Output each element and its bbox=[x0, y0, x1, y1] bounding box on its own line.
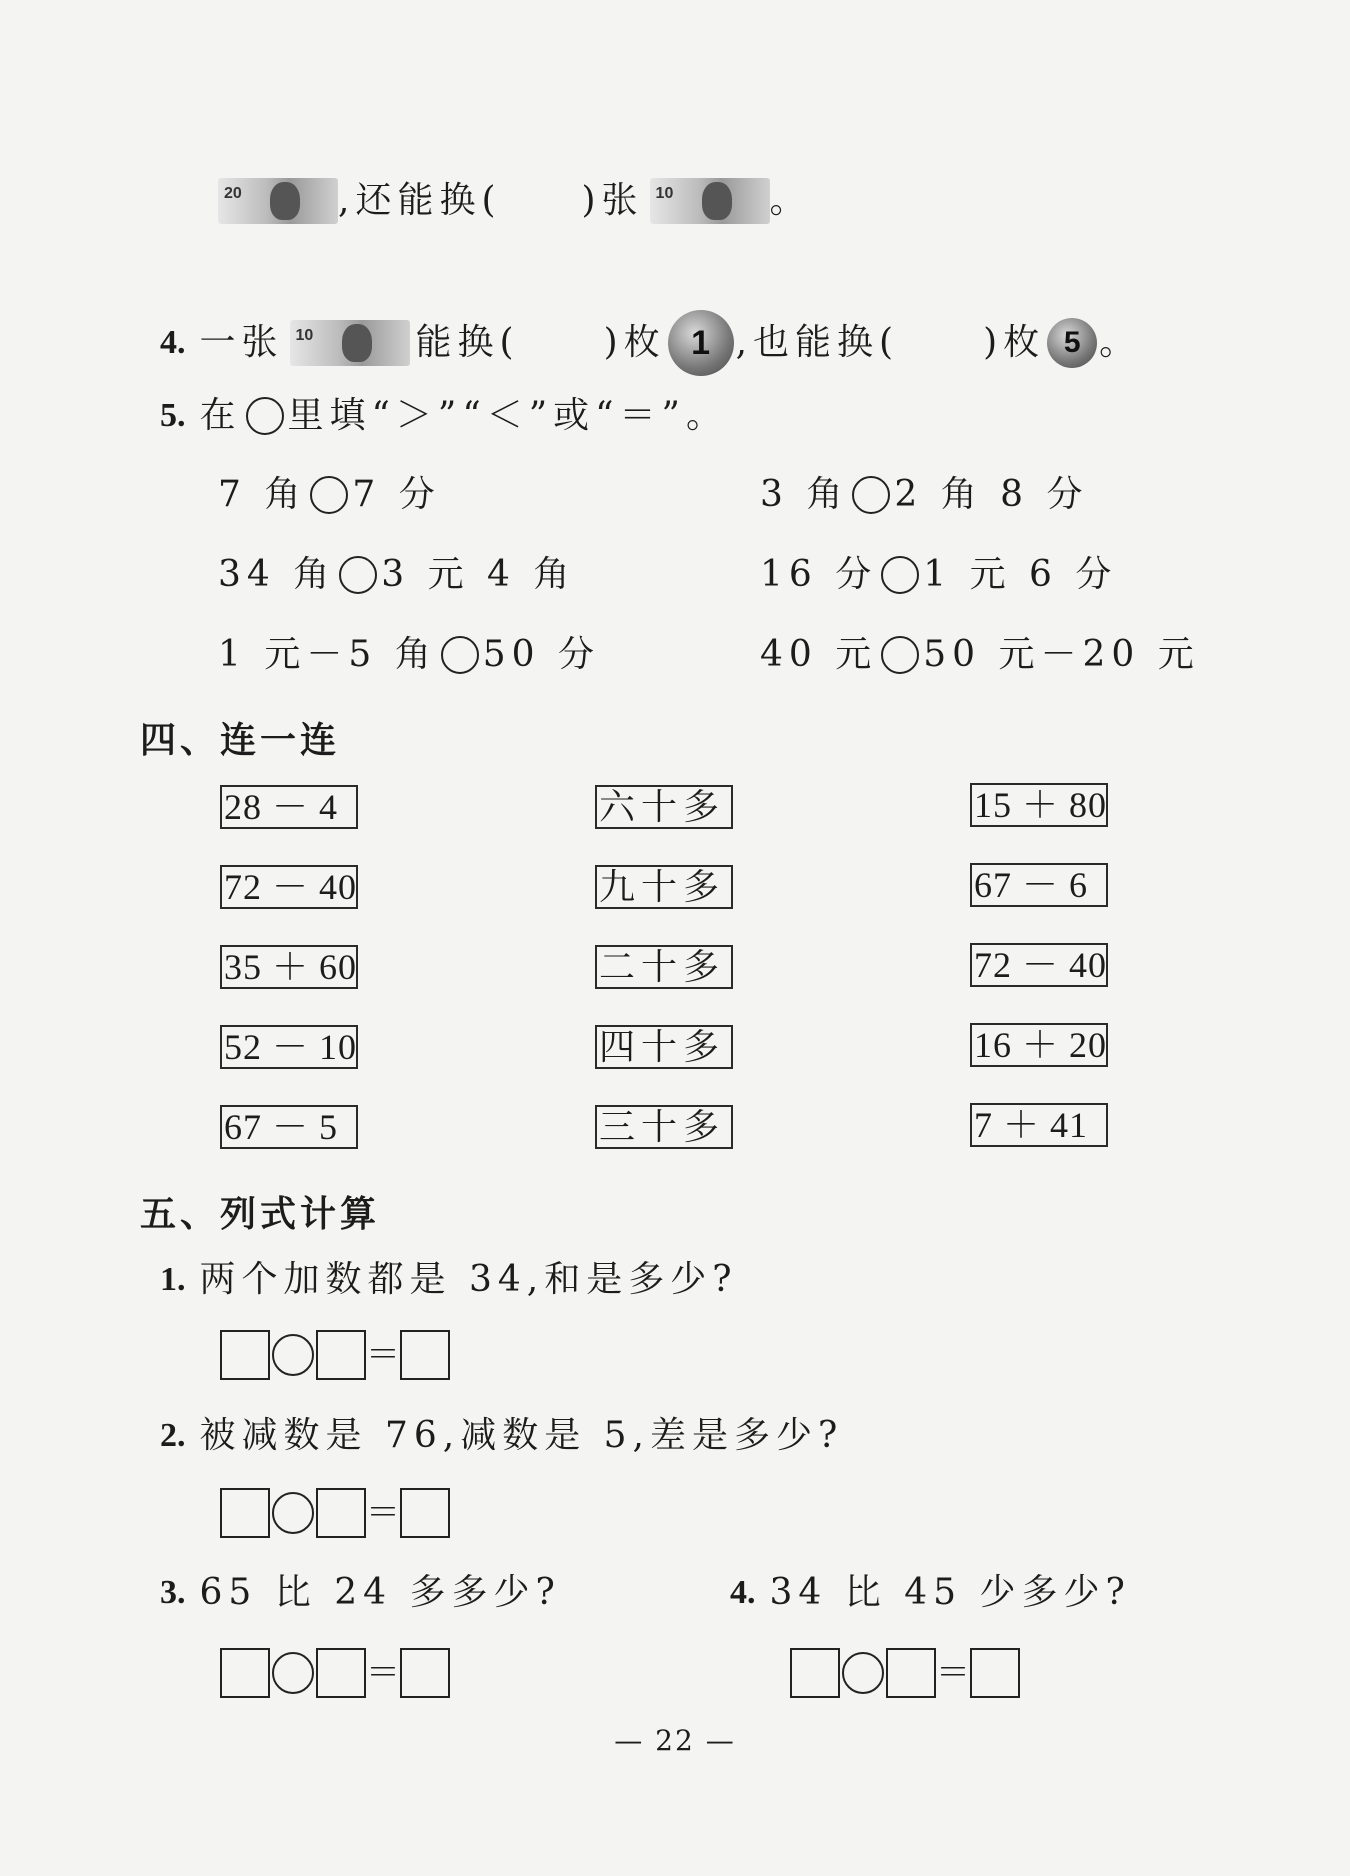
equation-3: ＝ bbox=[220, 1648, 450, 1698]
match-middle-5[interactable]: 三十多 bbox=[595, 1105, 733, 1149]
banknote-10-image: 10 bbox=[650, 178, 770, 224]
answer-box[interactable] bbox=[400, 1648, 450, 1698]
compare-item-4: 16 分 1 元 6 分 bbox=[760, 554, 1118, 595]
compare-item-2: 3 角 2 角 8 分 bbox=[760, 474, 1089, 515]
match-left-3[interactable]: 35 ＋ 60 bbox=[220, 945, 358, 989]
q3-text-2: )张 bbox=[581, 180, 644, 221]
compare-circle[interactable] bbox=[441, 636, 479, 674]
match-middle-1[interactable]: 六十多 bbox=[595, 785, 733, 829]
q4-text-2: 能换( bbox=[415, 322, 520, 363]
question-4 bbox=[160, 310, 1141, 376]
operator-circle[interactable] bbox=[272, 1334, 314, 1376]
q5-text-2: 里填“＞”“＜”或“＝”。 bbox=[287, 395, 728, 436]
compare-circle[interactable] bbox=[310, 476, 348, 514]
match-right-2[interactable]: 67 － 6 bbox=[970, 863, 1108, 907]
match-right-1[interactable]: 15 ＋ 80 bbox=[970, 783, 1108, 827]
q4-text-4: ,也能换( bbox=[735, 322, 900, 363]
banknote-10-image: 10 bbox=[290, 320, 410, 366]
compare-circle[interactable] bbox=[339, 556, 377, 594]
compare-item-6: 40 元 50 元－20 元 bbox=[760, 634, 1200, 675]
operator-circle[interactable] bbox=[842, 1652, 884, 1694]
banknote-20-image: 20 bbox=[218, 178, 338, 224]
compare-circle[interactable] bbox=[881, 636, 919, 674]
s5-question-4: 4. 34 比 45 少多少? bbox=[730, 1572, 1131, 1613]
match-right-3[interactable]: 72 － 40 bbox=[970, 943, 1108, 987]
q4-end: 。 bbox=[1099, 322, 1142, 363]
equation-4: ＝ bbox=[790, 1648, 1020, 1698]
equation-1: ＝ bbox=[220, 1330, 450, 1380]
q4-text-5: )枚 bbox=[983, 322, 1046, 363]
answer-box[interactable] bbox=[220, 1488, 270, 1538]
q3-end: 。 bbox=[769, 180, 812, 221]
compare-item-5: 1 元－5 角 50 分 bbox=[218, 634, 600, 675]
compare-circle[interactable] bbox=[881, 556, 919, 594]
answer-box[interactable] bbox=[220, 1648, 270, 1698]
coin-1-yuan-image: 1 bbox=[668, 310, 734, 376]
question-5 bbox=[160, 397, 728, 435]
match-right-5[interactable]: 7 ＋ 41 bbox=[970, 1103, 1108, 1147]
match-middle-2[interactable]: 九十多 bbox=[595, 865, 733, 909]
q4-number: 4. bbox=[160, 324, 186, 361]
section-5-title: 五、列式计算 bbox=[140, 1193, 381, 1235]
match-right-4[interactable]: 16 ＋ 20 bbox=[970, 1023, 1108, 1067]
match-left-2[interactable]: 72 － 40 bbox=[220, 865, 358, 909]
q4-text-3: )枚 bbox=[603, 322, 666, 363]
coin-5-jiao-image: 5 bbox=[1047, 318, 1097, 368]
page-number: — 22 — bbox=[614, 1724, 736, 1757]
answer-box[interactable] bbox=[316, 1648, 366, 1698]
answer-box[interactable] bbox=[970, 1648, 1020, 1698]
q3-continuation bbox=[218, 178, 812, 224]
compare-circle[interactable] bbox=[852, 476, 890, 514]
answer-box[interactable] bbox=[316, 1330, 366, 1380]
answer-box[interactable] bbox=[790, 1648, 840, 1698]
answer-box[interactable] bbox=[400, 1488, 450, 1538]
s5-question-1: 1. 两个加数都是 34,和是多少? bbox=[160, 1259, 738, 1300]
compare-item-1: 7 角 7 分 bbox=[218, 474, 441, 515]
q3-text-1: ,还能换( bbox=[338, 180, 502, 221]
match-left-4[interactable]: 52 － 10 bbox=[220, 1025, 358, 1069]
operator-circle[interactable] bbox=[272, 1652, 314, 1694]
section-4-title: 四、连一连 bbox=[140, 719, 341, 761]
s5-question-3: 3. 65 比 24 多多少? bbox=[160, 1572, 561, 1613]
match-left-5[interactable]: 67 － 5 bbox=[220, 1105, 358, 1149]
q4-text-1: 一张 bbox=[199, 322, 284, 363]
circle-symbol bbox=[246, 397, 284, 435]
match-left-1[interactable]: 28 － 4 bbox=[220, 785, 358, 829]
s5-question-2: 2. 被减数是 76,减数是 5,差是多少? bbox=[160, 1415, 844, 1456]
answer-box[interactable] bbox=[316, 1488, 366, 1538]
q5-text-1: 在 bbox=[199, 395, 242, 436]
equation-2: ＝ bbox=[220, 1488, 450, 1538]
match-middle-4[interactable]: 四十多 bbox=[595, 1025, 733, 1069]
compare-item-3: 34 角 3 元 4 角 bbox=[218, 554, 576, 595]
operator-circle[interactable] bbox=[272, 1492, 314, 1534]
match-middle-3[interactable]: 二十多 bbox=[595, 945, 733, 989]
q5-number: 5. bbox=[160, 397, 186, 434]
answer-box[interactable] bbox=[400, 1330, 450, 1380]
answer-box[interactable] bbox=[886, 1648, 936, 1698]
answer-box[interactable] bbox=[220, 1330, 270, 1380]
